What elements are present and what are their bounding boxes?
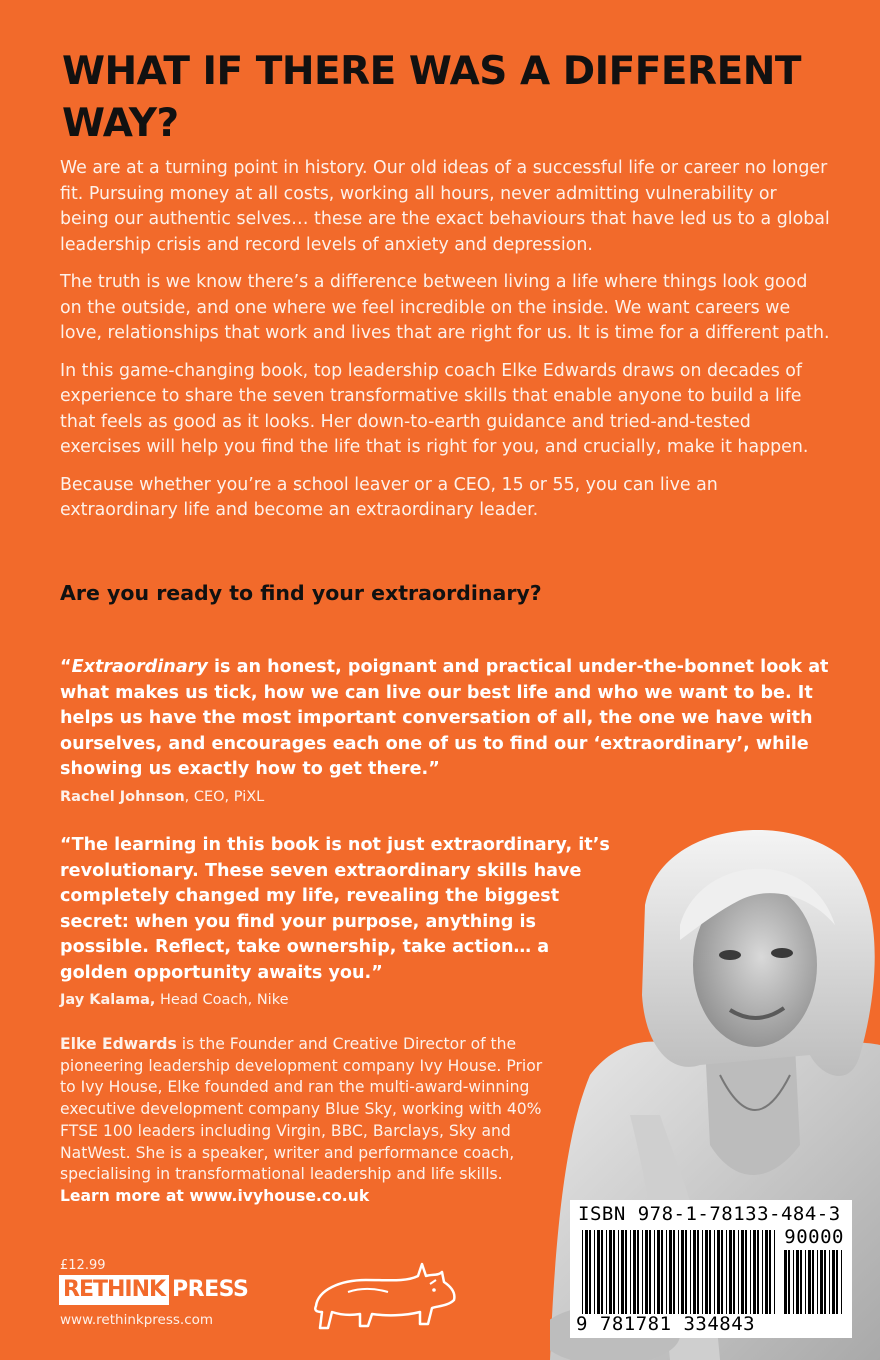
author-bio bbox=[60, 1034, 560, 1208]
endorsement-1-role: , CEO, PiXL bbox=[184, 788, 265, 805]
barcode-bar bbox=[726, 1230, 727, 1314]
blurb bbox=[60, 156, 830, 536]
barcode-bar bbox=[714, 1230, 715, 1314]
author-bio-body: is the Founder and Creative Director of the pioneering leadership development company Ivy House. Prior to Ivy House, Elke founded and ran the multi-award-winning executive development company Blue Sky, working with 40% FTSE 100 leaders including Virgin, BBC, Barclays, Sky and NatWest. She is a speaker, writer and performance coach, specialising in transformational leadership and life skills. bbox=[60, 1035, 543, 1184]
barcode-bar bbox=[729, 1230, 732, 1314]
barcode-bar bbox=[657, 1230, 660, 1314]
barcode-bar bbox=[750, 1230, 751, 1314]
barcode-bar bbox=[625, 1230, 627, 1314]
publisher-logo bbox=[59, 1275, 248, 1305]
barcode-bar bbox=[841, 1250, 842, 1314]
barcode-bar bbox=[765, 1230, 768, 1314]
ean-digits: 9 781781 334843 bbox=[576, 1313, 756, 1335]
barcode-bar bbox=[642, 1230, 643, 1314]
endorsement-1 bbox=[60, 655, 830, 805]
barcode-bar bbox=[702, 1230, 703, 1314]
barcode-bar bbox=[606, 1230, 607, 1314]
learn-more-link[interactable]: Learn more at www.ivyhouse.co.uk bbox=[60, 1186, 370, 1205]
rhino-icon bbox=[308, 1262, 460, 1338]
barcode-bar bbox=[621, 1230, 624, 1314]
endorsement-1-text bbox=[60, 655, 830, 783]
barcode-bar bbox=[741, 1230, 744, 1314]
publisher-logo-part-2: PRESS bbox=[172, 1277, 249, 1302]
endorsement-2-author: Jay Kalama, bbox=[60, 992, 156, 1008]
barcode-bar bbox=[784, 1250, 787, 1314]
blurb-paragraph-2: The truth is we know there’s a difference between living a life where things look good on the outside, and one where we feel incredible on the inside. We want careers we love, relationships that work and lives that are right for us. It is time for a different path. bbox=[60, 272, 830, 343]
publisher-logo-part-1: RETHINK bbox=[59, 1275, 169, 1305]
barcode-bar bbox=[829, 1250, 830, 1314]
endorsement-2 bbox=[60, 833, 620, 1008]
author-bio-text bbox=[60, 1034, 560, 1186]
blurb-paragraph-1: We are at a turning point in history. Our old ideas of a successful life or career no longer fit. Pursuing money at all costs, working all hours, never admitting vulnerability or being our authentic selves… these are the exact behaviours that have led us to a global leadership crisis and record levels of anxiety and depression. bbox=[60, 158, 830, 255]
endorsement-1-open-quote: “ bbox=[60, 657, 72, 677]
barcode-bar bbox=[661, 1230, 663, 1314]
barcode-bar bbox=[690, 1230, 691, 1314]
barcode-bar bbox=[637, 1230, 639, 1314]
barcode-bar bbox=[812, 1250, 814, 1314]
author-name: Elke Edwards bbox=[60, 1035, 177, 1053]
barcode-bar bbox=[808, 1250, 811, 1314]
endorsement-2-attribution bbox=[60, 992, 620, 1008]
barcode-bar bbox=[597, 1230, 600, 1314]
barcode-bars bbox=[582, 1230, 778, 1314]
barcode-bar bbox=[654, 1230, 655, 1314]
barcode-bar bbox=[630, 1230, 631, 1314]
book-title: Extraordinary bbox=[71, 657, 208, 677]
blurb-paragraph-4: Because whether you’re a school leaver or a CEO, 15 or 55, you can live an extraordinary life and become an extraordinary leader. bbox=[60, 474, 718, 520]
barcode-bar bbox=[633, 1230, 636, 1314]
barcode-bar bbox=[836, 1250, 838, 1314]
barcode-bar bbox=[805, 1250, 806, 1314]
endorsement-2-role: Head Coach, Nike bbox=[155, 992, 289, 1008]
barcode-bar bbox=[824, 1250, 826, 1314]
publisher-website-link[interactable]: www.rethinkpress.com bbox=[60, 1312, 214, 1328]
call-to-action: Are you ready to find your extraordinary? bbox=[60, 581, 542, 605]
barcode-bar bbox=[800, 1250, 802, 1314]
barcode-bar bbox=[613, 1230, 615, 1314]
blurb-paragraph-3: In this game-changing book, top leadership coach Elke Edwards draws on decades of experience to share the seven transformative skills that enable anyone to build a life that feels as good as it looks. Her down-to-earth guidance and tried-and-tested exercises will help you find the life that is right for you, and crucially, make it happen. bbox=[60, 360, 809, 457]
barcode-bar bbox=[673, 1230, 675, 1314]
price: £12.99 bbox=[60, 1258, 106, 1273]
barcode-bar bbox=[733, 1230, 735, 1314]
endorsement-2-text: “The learning in this book is not just extraordinary, it’s revolutionary. These seven extraordinary skills have completely changed my life, revealing the biggest secret: when you find your purpose, anything is possible. Reflect, take ownership, take action… a golden opportunity awaits you.” bbox=[60, 835, 610, 983]
barcode-bar bbox=[649, 1230, 651, 1314]
barcode-bar bbox=[738, 1230, 739, 1314]
barcode-bar bbox=[685, 1230, 687, 1314]
barcode-price-code: 90000 bbox=[784, 1226, 844, 1248]
barcode-bar bbox=[745, 1230, 747, 1314]
barcode-bar bbox=[793, 1250, 794, 1314]
barcode-bar bbox=[753, 1230, 756, 1314]
barcode-bar bbox=[817, 1250, 818, 1314]
barcode-bar bbox=[582, 1230, 583, 1314]
barcode-bar bbox=[618, 1230, 619, 1314]
barcode-bar bbox=[788, 1250, 790, 1314]
barcode-bar bbox=[678, 1230, 679, 1314]
barcode-bar bbox=[820, 1250, 823, 1314]
back-cover-heading: WHAT IF THERE WAS A DIFFERENT WAY? bbox=[62, 49, 801, 146]
barcode-bar bbox=[705, 1230, 708, 1314]
barcode-bar bbox=[832, 1250, 835, 1314]
endorsement-1-author: Rachel Johnson bbox=[60, 788, 185, 805]
barcode-bar bbox=[709, 1230, 711, 1314]
barcode-bar bbox=[601, 1230, 603, 1314]
barcode-addon-bars bbox=[784, 1250, 844, 1314]
barcode-bar bbox=[609, 1230, 612, 1314]
barcode-bar bbox=[681, 1230, 684, 1314]
barcode-bar bbox=[585, 1230, 588, 1314]
barcode-bar bbox=[757, 1230, 759, 1314]
barcode-bar bbox=[589, 1230, 591, 1314]
barcode-bar bbox=[669, 1230, 672, 1314]
barcode-bar bbox=[769, 1230, 771, 1314]
barcode-bar bbox=[796, 1250, 799, 1314]
barcode-bar bbox=[645, 1230, 648, 1314]
endorsement-1-body: is an honest, poignant and practical under-the-bonnet look at what makes us tick, how we can live our best life and who we want to be. It helps us have the most important conversation of all, the one we have with ourselves, and encourages each one of us to find our ‘extraordinary’, while showing us exactly how to get there.” bbox=[60, 657, 829, 779]
endorsement-1-attribution bbox=[60, 789, 830, 805]
barcode-bar bbox=[693, 1230, 696, 1314]
barcode-bar bbox=[774, 1230, 775, 1314]
barcode-bar bbox=[762, 1230, 763, 1314]
isbn-barcode bbox=[570, 1200, 852, 1338]
barcode-bar bbox=[666, 1230, 667, 1314]
barcode-bar bbox=[717, 1230, 720, 1314]
barcode-bar bbox=[594, 1230, 595, 1314]
barcode-bar bbox=[697, 1230, 699, 1314]
barcode-bar bbox=[721, 1230, 723, 1314]
isbn-text: ISBN 978-1-78133-484-3 bbox=[578, 1203, 841, 1225]
